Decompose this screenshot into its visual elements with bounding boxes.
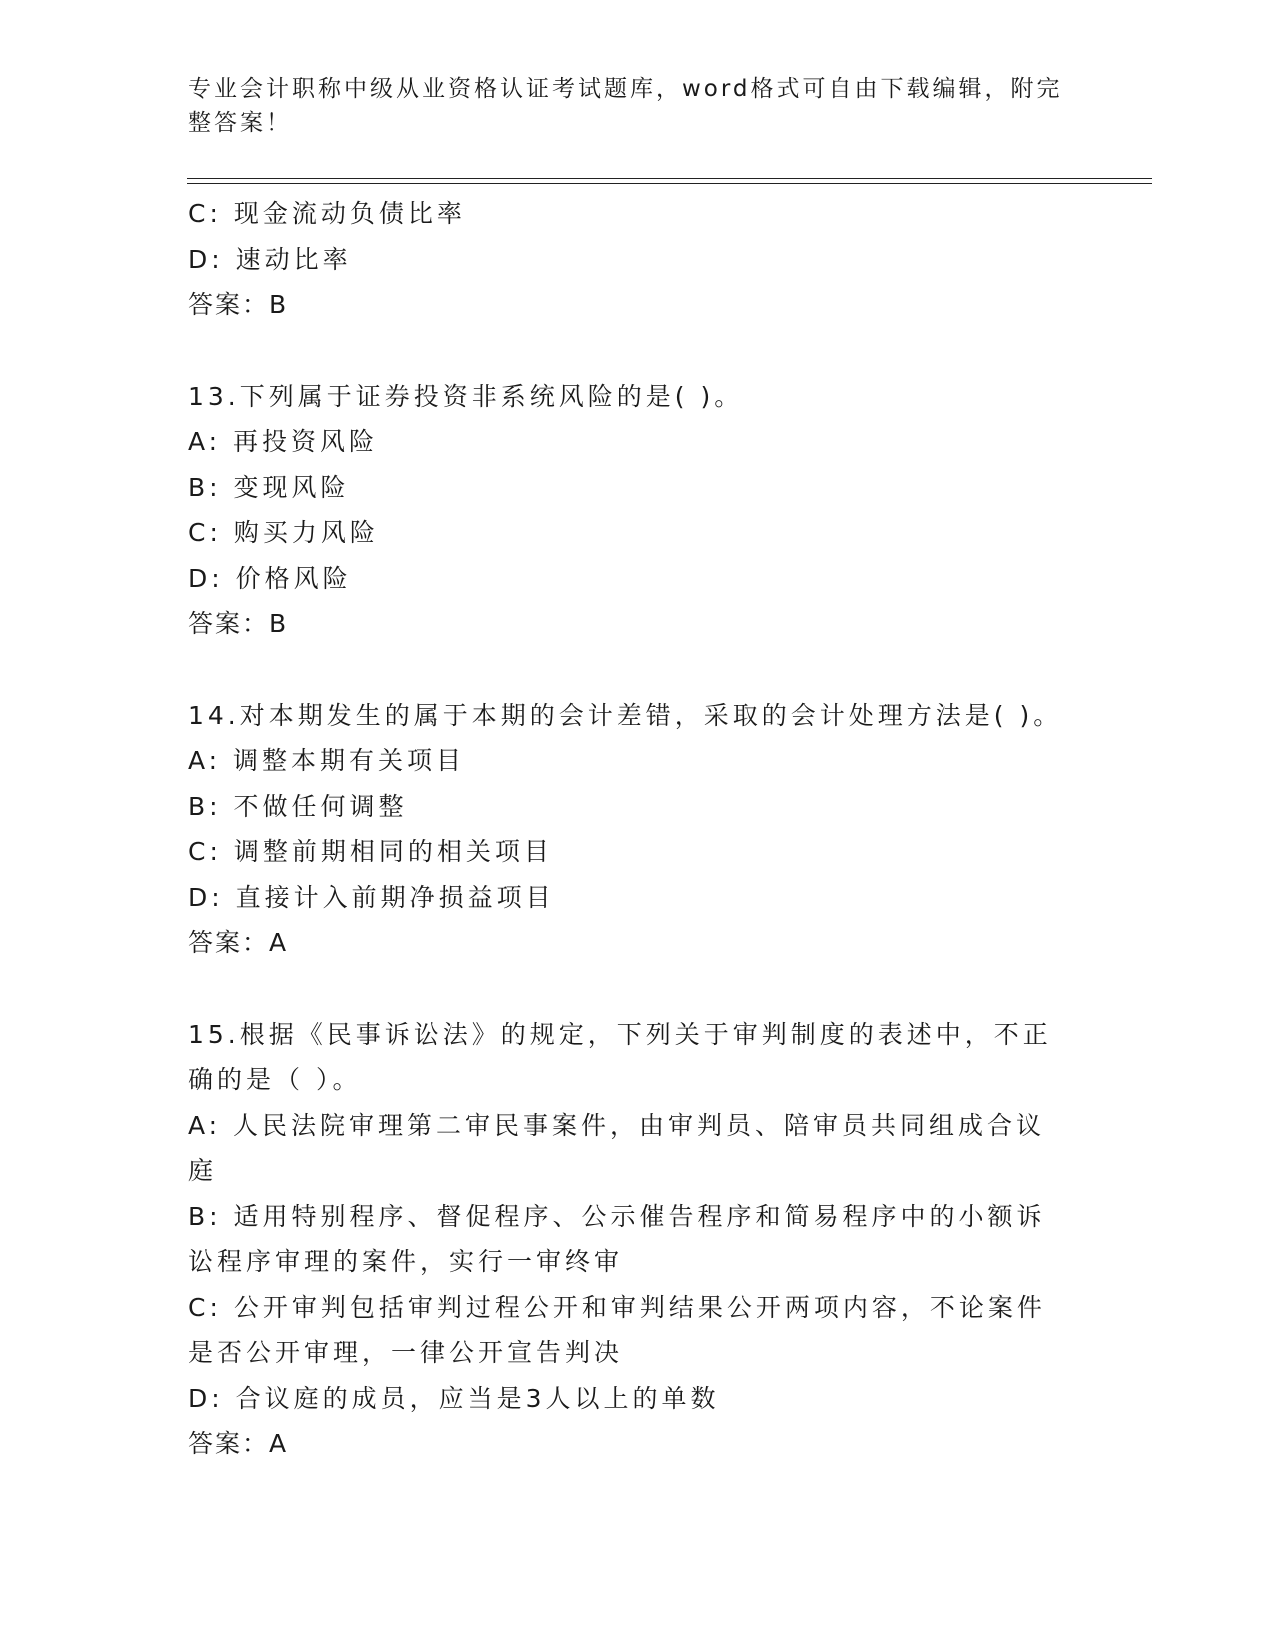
option-label: D: [188,1383,224,1413]
option-text: 适用特别程序、督促程序、公示催告程序和简易程序中的小额诉讼程序审理的案件，实行一审终审 [188,1201,1046,1276]
question-list [188,191,1068,1467]
option-label: C: [188,518,222,547]
option-label: B: [188,1201,222,1231]
question-stem: 14.对本期发生的属于本期的会计差错，采取的会计处理方法是( )。 [188,700,1063,730]
option-text: 调整前期相同的相关项目 [233,837,553,866]
option-text: 购买力风险 [233,518,379,547]
option-text: 现金流动负债比率 [233,199,466,228]
answer: 答案：B [188,609,289,638]
option-d [188,1376,1068,1422]
option-label: A: [188,427,222,456]
option-b [188,465,1068,511]
header-rule-top [187,178,1152,179]
document-header: 专业会计职称中级从业资格认证考试题库，word格式可自由下载编辑，附完整答案！ [188,76,1063,136]
option-text: 价格风险 [235,563,352,593]
question-stem: 13.下列属于证券投资非系统风险的是( )。 [188,381,744,411]
option-label: B: [188,472,222,502]
question-12-continued [188,191,1068,328]
option-text: 不做任何调整 [233,791,408,821]
answer: 答案：B [188,290,289,319]
question-14 [188,693,1068,966]
option-c [188,829,1068,875]
option-b [188,1194,1068,1285]
option-text: 调整本期有关项目 [233,746,466,775]
option-c [188,510,1068,556]
option-a [188,738,1068,784]
option-text: 直接计入前期净损益项目 [235,882,555,912]
option-label: D: [188,882,224,912]
option-d [188,556,1068,602]
answer: 答案：A [188,1429,289,1458]
option-d [188,875,1068,921]
option-label: B: [188,791,222,821]
option-label: C: [188,1292,222,1322]
option-b [188,784,1068,830]
option-d [188,237,1068,283]
option-a [188,419,1068,465]
question-15 [188,1012,1068,1467]
question-stem: 15.根据《民事诉讼法》的规定，下列关于审判制度的表述中，不正确的是（ ）。 [188,1019,1052,1094]
option-text: 合议庭的成员，应当是3人以上的单数 [235,1383,720,1413]
option-label: D: [188,563,224,593]
question-13 [188,374,1068,647]
option-c [188,1285,1068,1376]
option-text: 公开审判包括审判过程公开和审判结果公开两项内容，不论案件是否公开审理，一律公开宣告判决 [188,1292,1046,1367]
option-text: 再投资风险 [233,427,379,456]
option-label: D: [188,244,224,274]
option-text: 人民法院审理第二审民事案件，由审判员、陪审员共同组成合议庭 [188,1110,1046,1185]
option-label: A: [188,746,222,775]
option-label: C: [188,199,222,228]
option-c [188,191,1068,237]
option-a [188,1103,1068,1194]
option-label: C: [188,837,222,866]
header-rule-bottom [187,183,1152,184]
option-text: 变现风险 [233,472,350,502]
option-label: A: [188,1110,222,1140]
option-text: 速动比率 [235,244,352,274]
answer: 答案：A [188,928,289,957]
